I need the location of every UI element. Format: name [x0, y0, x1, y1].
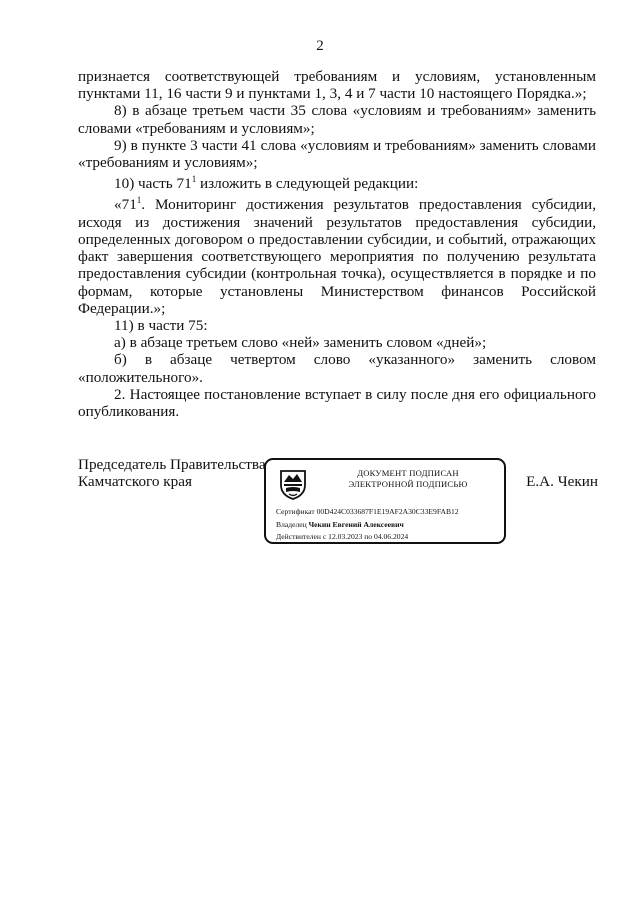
owner-value: Чекин Евгений Алексеевич	[308, 520, 404, 529]
signatory-name: Е.А. Чекин	[526, 473, 598, 490]
stamp-header-line-1: ДОКУМЕНТ ПОДПИСАН	[357, 468, 459, 478]
stamp-header	[318, 468, 498, 490]
document-body	[78, 68, 596, 420]
coat-of-arms-icon	[278, 468, 308, 500]
validity-to-prefix: по	[364, 532, 373, 541]
signature-block	[78, 456, 598, 556]
item-10-text: изложить в следующей редакции:	[200, 175, 419, 193]
stamp-header-line-2: ЭЛЕКТРОННОЙ ПОДПИСЬЮ	[348, 479, 468, 489]
validity-from-prefix: с	[322, 532, 327, 541]
p71-superscript: 1	[136, 195, 142, 206]
paragraph-effective-date: 2. Настоящее постановление вступает в силу после дня его официального опубликования.	[78, 385, 596, 420]
validity-to: 04.06.2024	[374, 532, 409, 541]
certificate-value: 00D424C033687F1E19AF2A30C33E9FAB12	[316, 507, 459, 516]
validity-from: 12.03.2023	[328, 532, 363, 541]
paragraph-71-1	[78, 192, 596, 316]
paragraph-item-11: 11) в части 75:	[114, 316, 208, 334]
signatory-title	[78, 456, 266, 490]
paragraph-item-8: 8) в абзаце третьем части 35 слова «условиям и требованиям» заменить словами «требованиям и условиям»;	[78, 102, 596, 137]
electronic-signature-stamp	[264, 458, 506, 544]
signatory-title-line-2: Камчатского края	[78, 473, 192, 491]
paragraph-item-11b: б) в абзаце четвертом слово «указанного» заменить словом «положительного».	[78, 351, 596, 386]
paragraph-item-11a: а) в абзаце третьем слово «ней» заменить словом «дней»;	[114, 334, 487, 352]
page-number: 2	[316, 38, 324, 54]
paragraph-item-10	[78, 171, 596, 192]
signatory-title-line-1: Председатель Правительства	[78, 456, 266, 473]
stamp-validity	[276, 528, 408, 545]
certificate-label: Сертификат	[276, 507, 315, 516]
item-10-lead: 10) часть 71	[114, 175, 192, 193]
validity-label: Действителен	[276, 532, 321, 541]
paragraph-continuation: признается соответствующей требованиям и условиям, установленным пунктами 11, 16 части 9 и пунктами 1, 3, 4 и 7 части 10 настоящего Порядка.»;	[78, 68, 596, 103]
paragraph-item-9: 9) в пункте 3 части 41 слова «условиям и требованиям» заменить словами «требованиям и условиям»;	[78, 136, 596, 172]
p71-text: . Мониторинг достижения результатов предоставления субсидии, исходя из достижения значений результатов предоставления субсидии, определенных договором о предоставлении субсидии, и событий, отражающих факт завершения соответствующего мероприятия по получению результата предоставления субсидии (контрольная точка), осуществляется в порядке и по формам, которые установлены Министерством финансов Российской Федерации.»;	[78, 196, 596, 317]
owner-label: Владелец	[276, 520, 307, 529]
item-10-superscript: 1	[191, 174, 197, 185]
p71-lead: «71	[114, 196, 137, 214]
